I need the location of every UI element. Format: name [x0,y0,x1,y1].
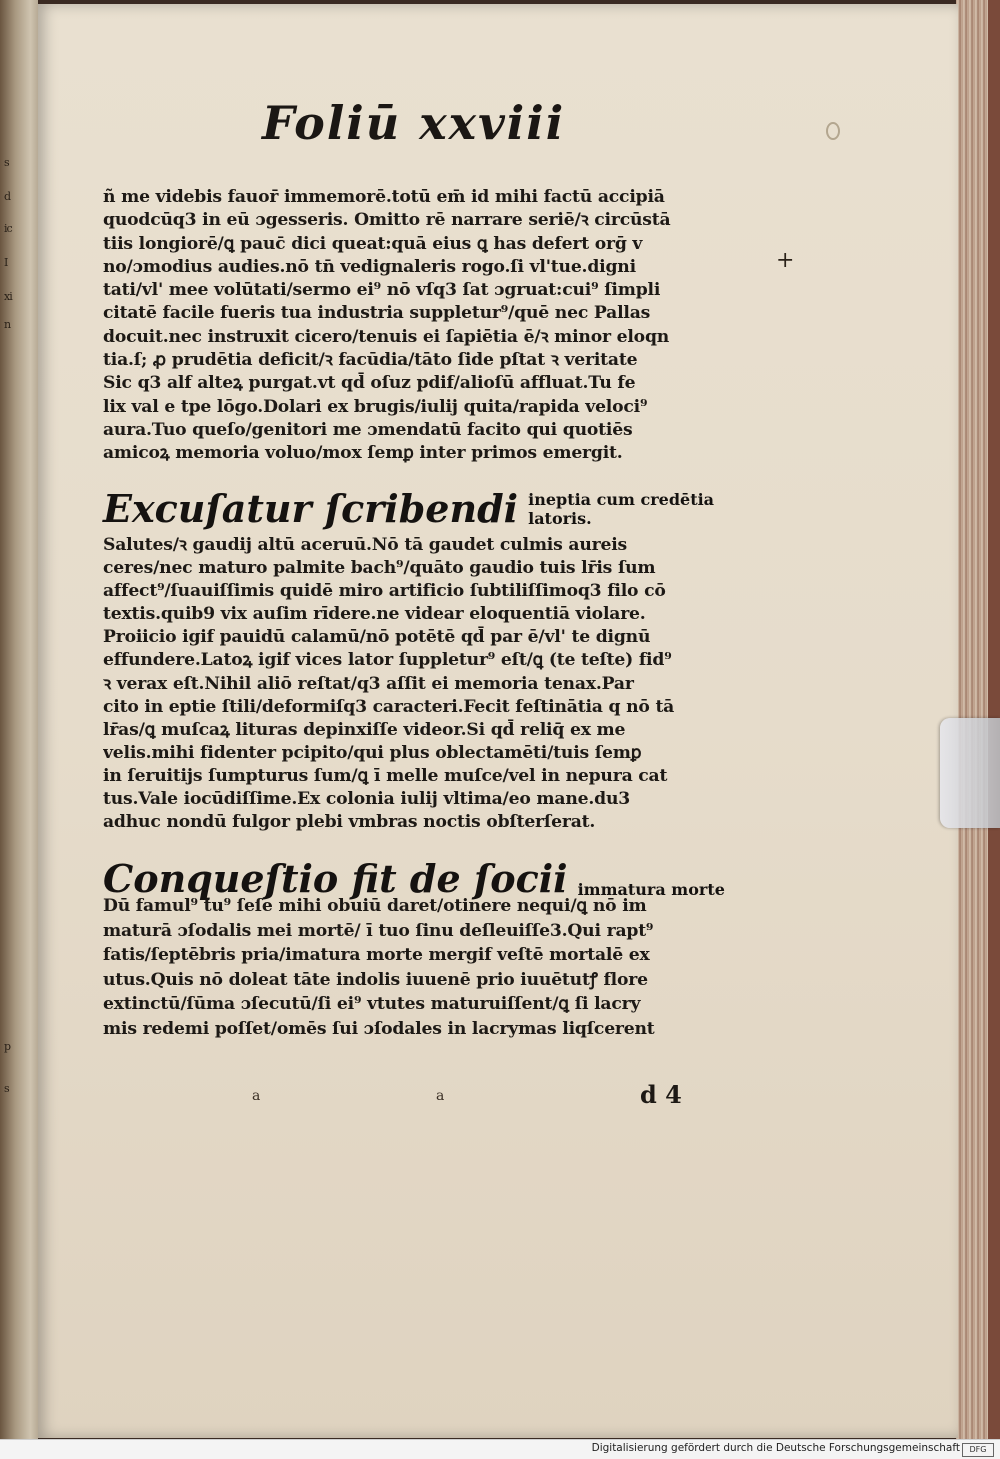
text-line: extinctū/ſūma ɔſecutū/ſi ei⁹ vtutes maturuiſſent/ꝗ ſi lacry [103,994,641,1015]
page-clip [940,718,1000,828]
letter-2 [103,534,723,834]
footer-credit: Digitalisierung gefördert durch die Deutsche Forschungsgemeinschaft [591,1442,960,1454]
text-line: utus.Quis nō doleat tāte indolis iuuenē prio iuuētutꝭ flore [103,969,648,990]
text-line: tus.Vale iocūdiſſime.Ex colonia iulij vltima/eo mane.du3 [103,789,631,810]
text-line: aura.Tuo queſo/genitori me ɔmendatū facito qui quotiēs [103,419,633,440]
text-line: fatis/ſeptēbris pria/imatura morte mergif veſtē mortalē ex [103,945,650,966]
section-heading-excusatur [103,486,748,531]
footer-bar [0,1439,1000,1459]
section-heading-title: Excuſatur ſcribendi [103,486,519,531]
margin-cross-mark: + [776,248,795,273]
text-line: lix val e tpe lōgo.Dolari ex brugis/iulij quita/rapida veloci⁹ [103,396,648,417]
left-page-fragment: s [4,1082,9,1095]
pinhole-mark [826,122,840,140]
left-page-fragment: d [4,190,11,203]
text-line: Dū famul⁹ tu⁹ ſeſe mihi obuiū daret/otinere nequi/ꝗ nō im [103,896,647,916]
text-line: ñ me videbis fauor̄ immemorē.totū em̄ id mihi factū accipiā [103,187,665,207]
left-page-fragment: s [4,156,9,169]
text-line: mis redemi poſſet/omēs ſui ɔſodales in lacrymas liqſcerent [103,1018,655,1039]
text-line: Sic q3 alf alteꝝ purgat.vt qd̄ oſuz pdif/alioſū affluat.Tu fe [103,373,636,394]
text-line: quodcūq3 in eū ɔgesseris. Omitto rē narrare seriē/ꝛ circūstā [103,210,671,231]
text-line: Salutes/ꝛ gaudij altū aceruū.Nō tā gaudet culmis aureis [103,535,628,555]
text-line: adhuc nondū fulgor plebi vmbras noctis obſterſerat. [103,812,596,833]
letter-1 [103,186,723,466]
text-line: textis.quib9 vix auſim rīdere.ne videar eloquentiā violare. [103,604,646,625]
left-page-fragment: xi [4,290,12,303]
text-line: affect⁹/ſuauiſſimis quidē miro artificio ſubtiliſſimoq3 filo cō [103,581,666,602]
text-line: cito in eptie ſtili/deformiſq3 caracteri.Fecit feſtinātia q nō tā [103,696,675,717]
section-heading-subtitle: immatura morte [577,880,725,899]
footer-mark: a [252,1088,261,1104]
dfg-logo: DFG [962,1443,994,1457]
text-line: velis.mihi fidenter pcipito/qui plus oblectamēti/tuis ſemꝑ [103,742,642,763]
text-line: Proiicio igif pauidū calamū/nō potētē qd̄ par ē/vl' te dignū [103,627,651,648]
text-line: amicoꝝ memoria voluo/mox ſemꝑ inter primos emergit. [103,443,623,464]
left-page-fragment: p [4,1040,11,1053]
text-line: tia.ſ; ꝓ prudētia deficit/ꝛ facūdia/tāto ſide pſtat ꝛ veritate [103,350,638,371]
text-line: citatē facile fueris tua industria suppletur⁹/quē nec Pallas [103,303,651,324]
text-line: no/ɔmodius audies.nō tn̄ vedignaleris rogo.ſi vl'tue.digni [103,256,636,277]
letter-3 [103,894,723,1042]
text-line: in ſeruitijs ſumpturus ſum/ꝗ ī melle muſce/vel in nepura cat [103,765,668,786]
text-line: ceres/nec maturo palmite bach⁹/quāto gaudio tuis lr̄is ſum [103,558,656,579]
text-line: tati/vl' mee volūtati/sermo ei⁹ nō vſq3 ſat ɔgruat:cui⁹ ſimpli [103,280,661,301]
section-heading-subtitle: ineptia cum credētia latoris. [528,489,715,528]
text-line: effundere.Latoꝝ igif vices lator ſuppletur⁹ eſt/ꝗ (te teſte) fid⁹ [103,650,672,671]
text-line: lr̄as/ꝗ muſcaꝝ lituras depinxiſſe videor.Si qd̄ reliq̄ ex me [103,719,626,740]
text-line: docuit.nec instruxit cicero/tenuis ei ſapiētia ē/ꝛ minor eloqn [103,326,670,347]
folio-heading: Foliū xxviii [262,96,566,150]
text-line: maturā ɔſodalis mei mortē/ ī tuo ſinu deſleuiſſe3.Qui rapt⁹ [103,920,654,941]
section-heading-title: Conqueſtio fit de ſocii [103,856,568,901]
left-page-fragment: I [4,256,8,269]
text-line: ꝛ verax eſt.Nihil aliō reſtat/q3 aſſit ei memoria tenax.Par [103,673,634,694]
left-page-fragment: ic [4,222,12,235]
left-page-fragment: n [4,318,11,331]
footer-mark: a [436,1088,445,1104]
text-line: tiis longiorē/ꝗ pauc̄ dici queat:quā eius ꝗ has defert orḡ v [103,233,643,254]
signature-mark: d 4 [640,1080,682,1109]
facing-page-edge [0,0,38,1440]
